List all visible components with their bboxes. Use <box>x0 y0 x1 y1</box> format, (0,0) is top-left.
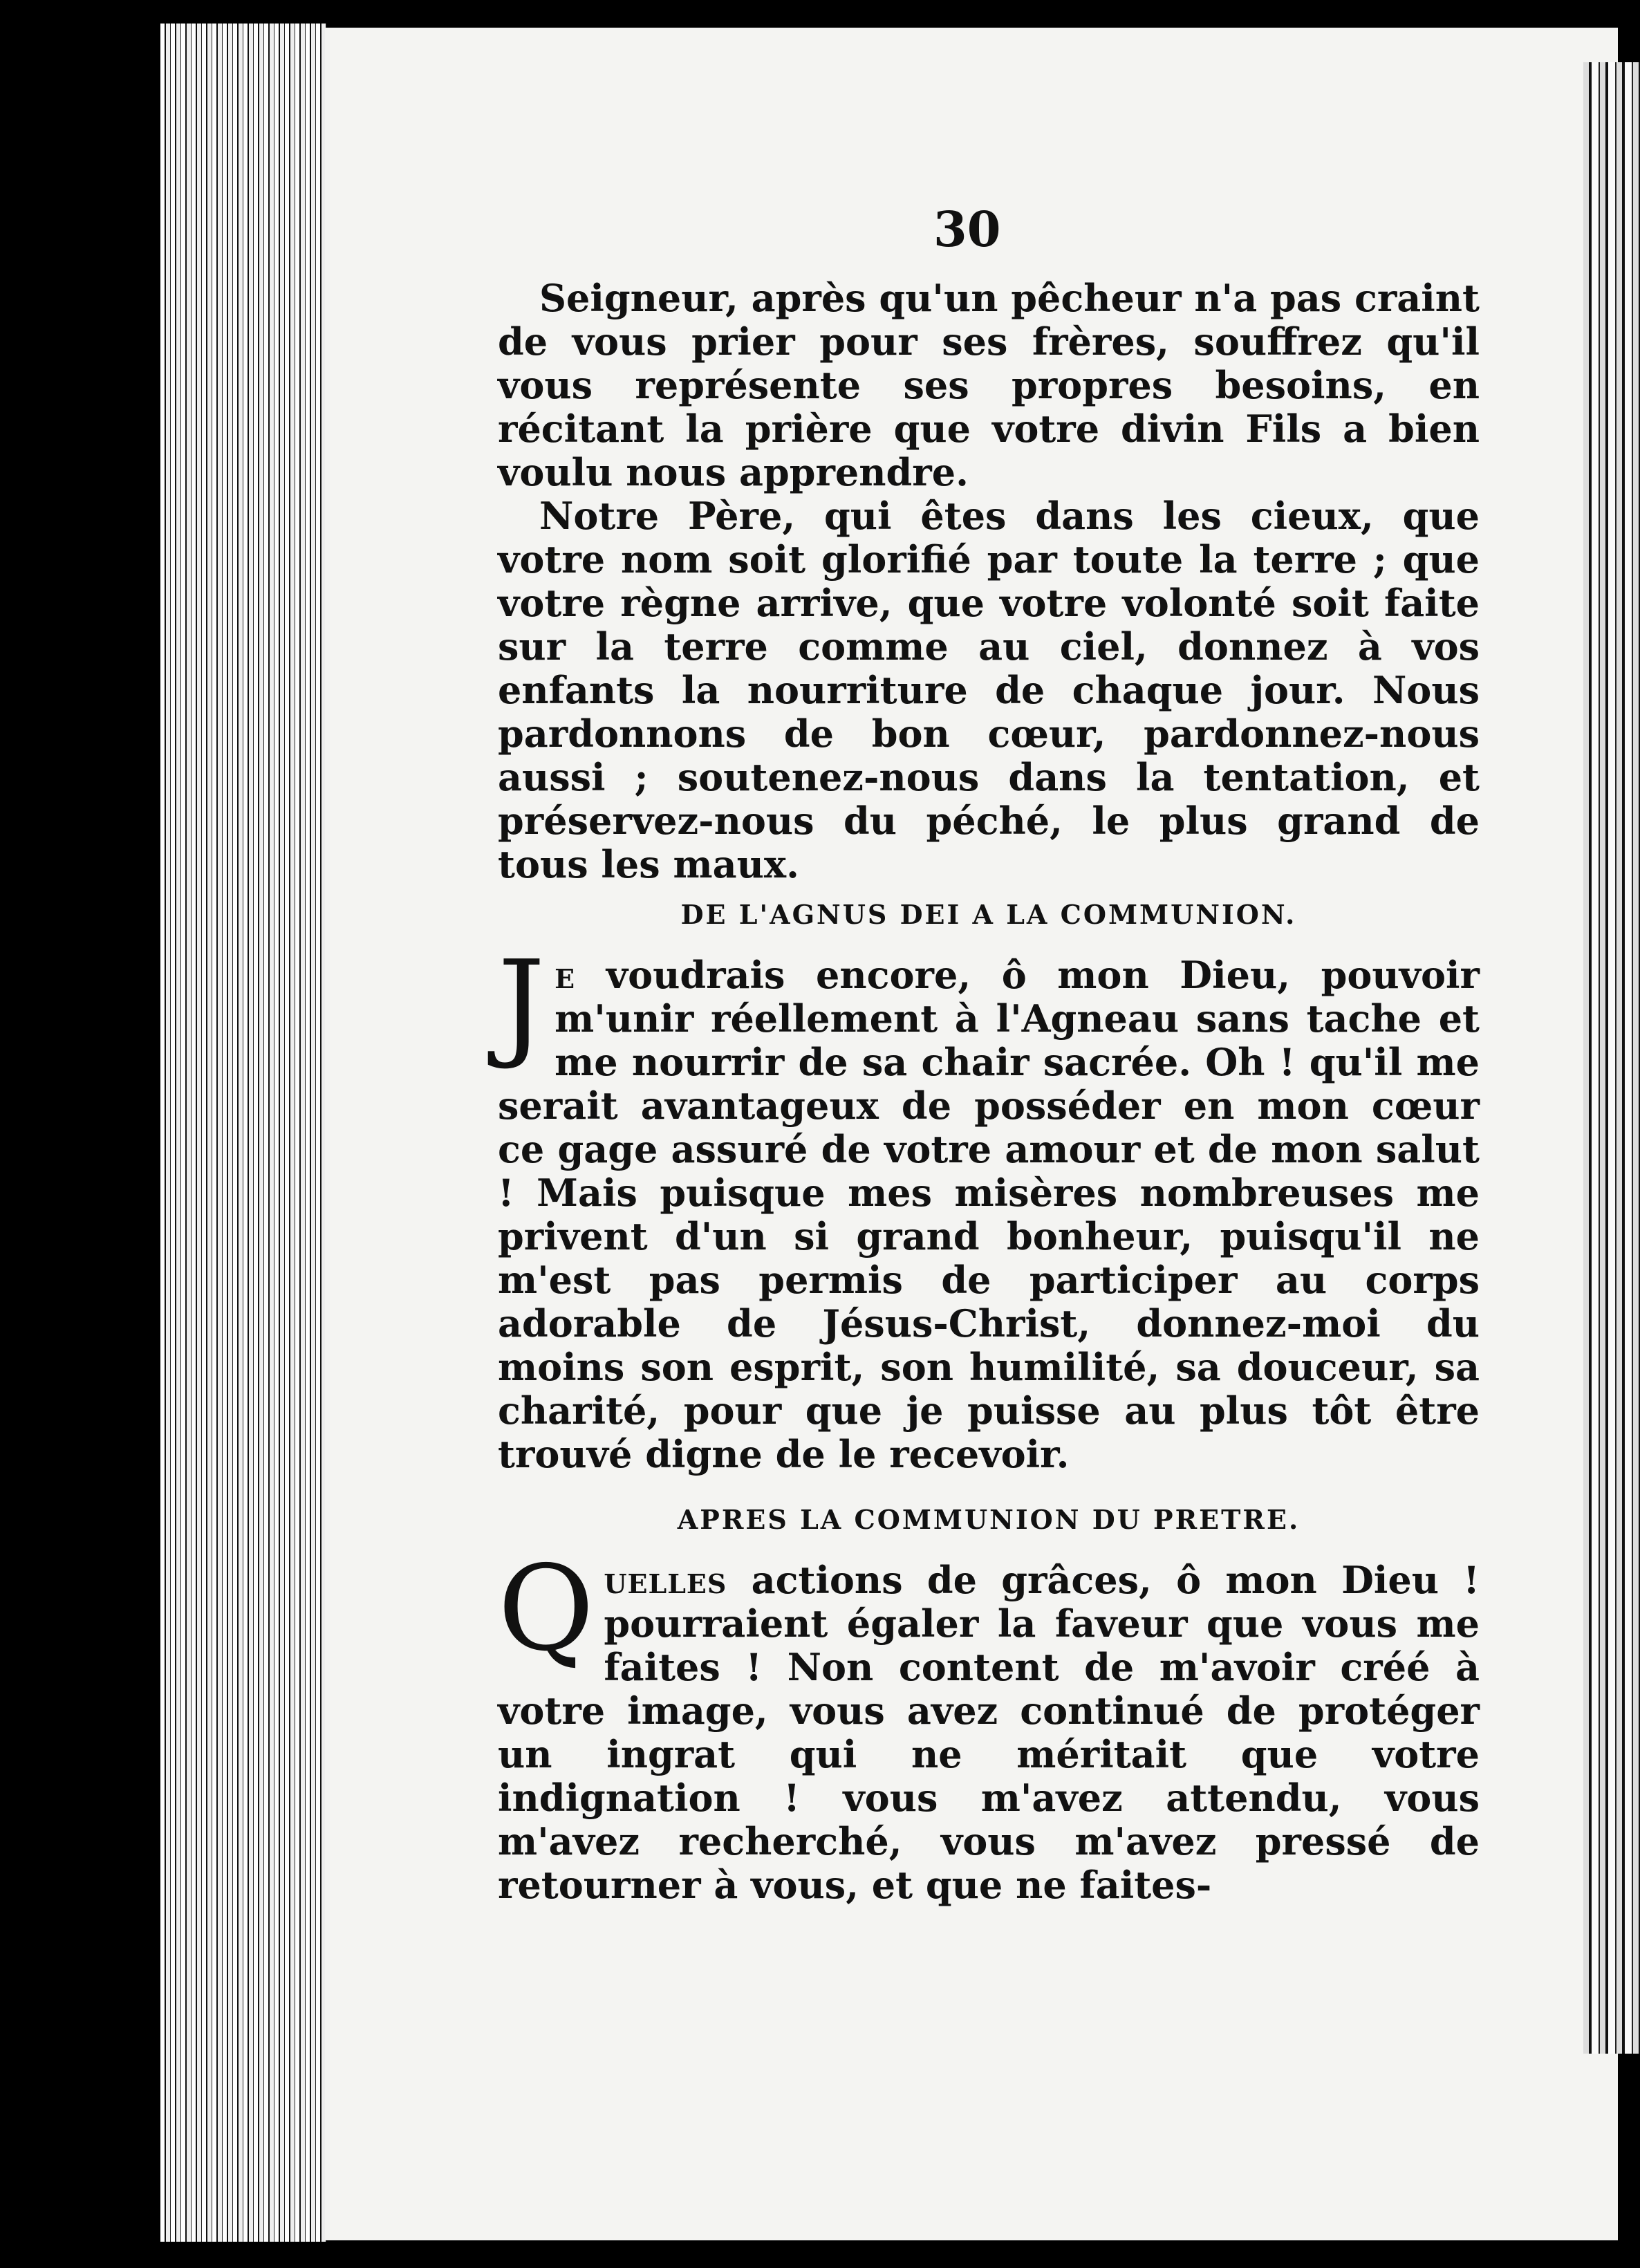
section-after-communion-body: actions de grâces, ô mon Dieu ! pourraient égaler la faveur que vous me faites ! Non content de m'avoir créé à votre image, vous avez continué de protéger un ingrat qui ne méritait que votre indignation ! vous m'avez attendu, vous m'avez recherché, vous m'avez pressé de retourner à vous, et que ne faites- <box>498 1558 1480 1907</box>
drop-cap-rest-q: uelles <box>604 1558 727 1602</box>
drop-cap-q: Q <box>498 1541 595 1677</box>
scan-frame-bottom <box>0 2242 1640 2268</box>
section-after-communion-text <box>498 1541 1480 1907</box>
book-page-edges <box>160 0 326 2247</box>
section-agnus-dei-text <box>498 936 1480 1476</box>
book-right-edge <box>1583 62 1640 2054</box>
scan-frame-top <box>0 0 1640 24</box>
paragraph-intro: Seigneur, après qu'un pêcheur n'a pas craint de vous prier pour ses frères, souffrez qu'il vous représente ses propres besoins, en récitant la prière que votre divin Fils a bien voulu nous apprendre. <box>498 276 1480 494</box>
drop-cap-j: J <box>498 936 546 1072</box>
section-heading-after-communion: APRES LA COMMUNION DU PRETRE. <box>677 1504 1301 1535</box>
paragraph-pater-noster: Notre Père, qui êtes dans les cieux, que votre nom soit glorifié par toute la terre ; que votre règne arrive, que votre volonté soit faite sur la terre comme au ciel, donnez à vos enfants la nourriture de chaque jour. Nous pardonnons de bon cœur, pardonnez-nous aussi ; soutenez-nous dans la tentation, et préservez-nous du péché, le plus grand de tous les maux. <box>498 494 1480 886</box>
section-agnus-dei-body: voudrais encore, ô mon Dieu, pouvoir m'unir réellement à l'Agneau sans tache et me nourrir de sa chair sacrée. Oh ! qu'il me serait avantageux de posséder en mon cœur ce gage assuré de votre amour et de mon salut ! Mais puisque mes misères nombreuses me privent d'un si grand bonheur, puisqu'il ne m'est pas permis de participer au corps adorable de Jésus-Christ, donnez-moi du moins son esprit, son humilité, sa douceur, sa charité, pour que je puisse au plus tôt être trouvé digne de le recevoir. <box>498 953 1480 1476</box>
page-content <box>498 277 1480 1907</box>
page-number: 30 <box>933 201 1001 258</box>
drop-cap-rest: e <box>555 953 576 997</box>
section-heading-agnus-dei: DE L'AGNUS DEI A LA COMMUNION. <box>680 899 1297 930</box>
scan-background-left <box>0 0 160 2268</box>
